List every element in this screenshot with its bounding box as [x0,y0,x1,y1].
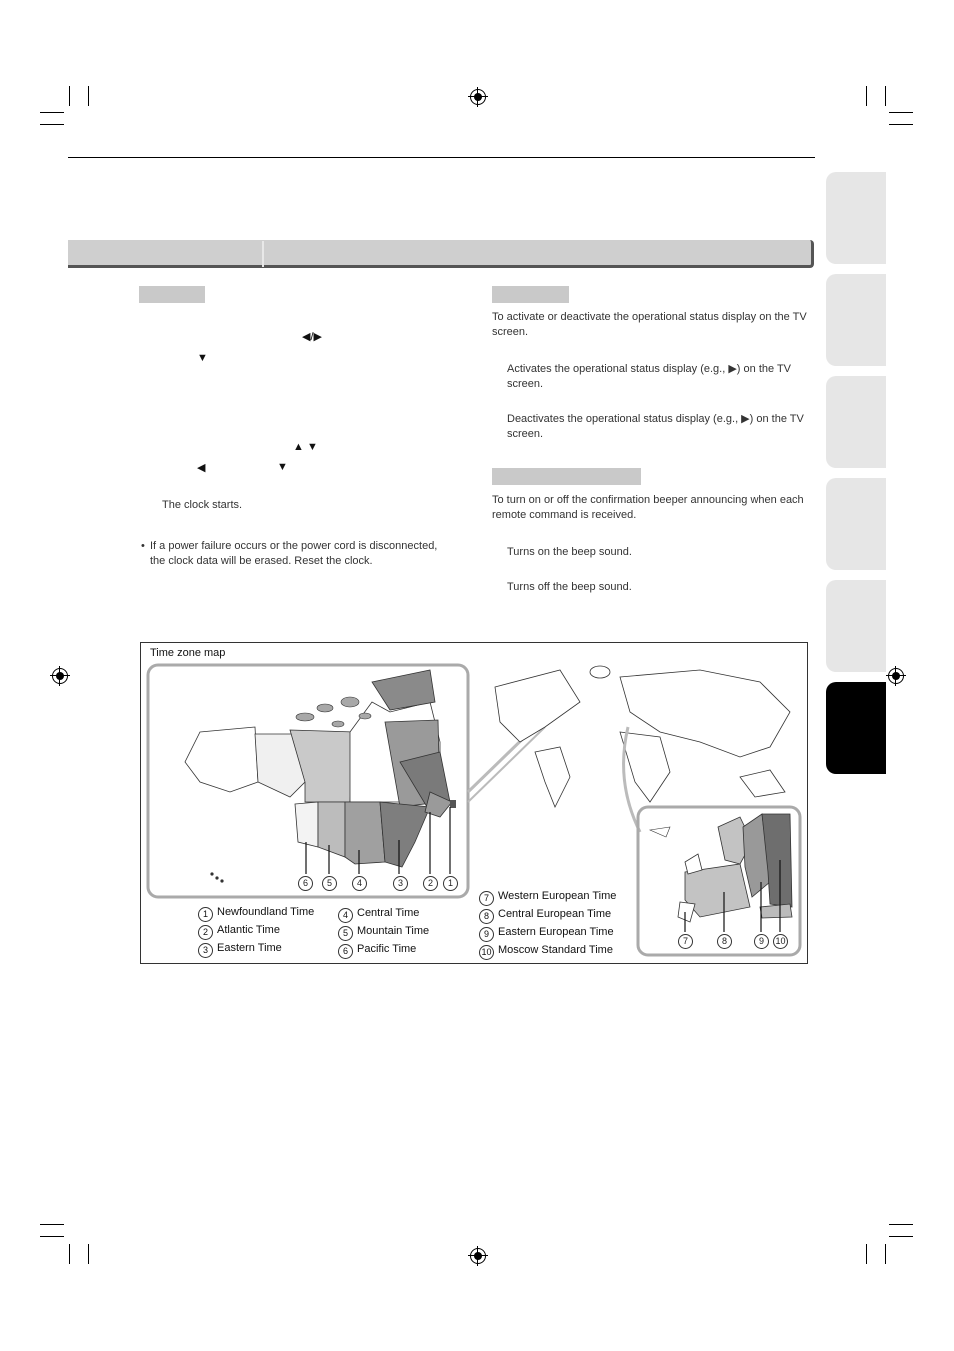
legend-item: 5 Mountain Time [338,923,429,941]
legend-item: 8 Central European Time [479,906,616,924]
crop-mark [866,86,867,106]
crop-mark [885,1244,886,1264]
clock-starts-text: The clock starts. [162,499,243,511]
registration-mark-icon [470,89,486,105]
side-tab[interactable] [826,580,886,672]
note-bullet: • [141,540,145,552]
legend-item: 9 Eastern European Time [479,924,616,942]
crop-mark [88,86,89,106]
subheading-box [139,286,205,303]
legend-item: 1 Newfoundland Time [198,904,314,922]
left-arrow-icon: ◀ [197,462,206,474]
side-tab[interactable] [826,172,886,264]
map-callout: 10 [773,934,788,949]
side-tab-active[interactable] [826,682,886,774]
side-tab[interactable] [826,478,886,570]
beep-intro: To turn on or off the confirmation beeper announcing when each remote command is received. [492,494,804,521]
beep-on-description: Turns on the beep sound. [507,546,632,558]
map-title: Time zone map [150,647,226,659]
map-callout: 9 [754,934,769,949]
subheading-box [492,286,569,303]
map-callout: 1 [443,876,458,891]
legend-column [198,904,314,958]
crop-mark [889,1236,913,1237]
side-tab[interactable] [826,274,886,366]
crop-mark [69,86,70,106]
registration-mark-icon [888,668,904,684]
map-callout: 6 [298,876,313,891]
legend-item: 7 Western European Time [479,888,616,906]
crop-mark [889,124,913,125]
registration-mark-icon [52,668,68,684]
legend-item: 3 Eastern Time [198,940,314,958]
left-right-arrow-icon: ◀/▶ [302,331,322,343]
crop-mark [69,1244,70,1264]
down-arrow-icon: ▼ [277,461,288,473]
section-header-bar [68,240,814,268]
crop-mark [40,1236,64,1237]
power-failure-note: If a power failure occurs or the power cord is disconnected, the clock data will be erased. Reset the clock. [150,540,438,567]
map-callout: 8 [717,934,732,949]
crop-mark [889,112,913,113]
legend-item: 10 Moscow Standard Time [479,942,616,960]
status-display-intro: To activate or deactivate the operational status display on the TV screen. [492,311,807,338]
crop-mark [889,1224,913,1225]
crop-mark [866,1244,867,1264]
legend-item: 4 Central Time [338,905,429,923]
top-rule [68,157,815,158]
status-on-description: Activates the operational status display (e.g., ▶) on the TV screen. [507,363,792,390]
crop-mark [40,1224,64,1225]
map-callout: 3 [393,876,408,891]
registration-mark-icon [470,1248,486,1264]
crop-mark [88,1244,89,1264]
header-divider [262,241,264,267]
legend-column [338,905,429,959]
status-off-description: Deactivates the operational status display (e.g., ▶) on the TV screen. [507,413,804,440]
crop-mark [40,112,64,113]
map-callout: 2 [423,876,438,891]
side-tab[interactable] [826,376,886,468]
beep-off-description: Turns off the beep sound. [507,581,632,593]
legend-item: 2 Atlantic Time [198,922,314,940]
map-callout: 7 [678,934,693,949]
legend-item: 6 Pacific Time [338,941,429,959]
down-arrow-icon: ▼ [197,352,208,364]
up-down-arrow-icon: ▲ ▼ [293,441,318,453]
crop-mark [40,124,64,125]
legend-column [479,888,616,960]
crop-mark [885,86,886,106]
map-callout: 4 [352,876,367,891]
map-callout: 5 [322,876,337,891]
subheading-box [492,468,641,485]
